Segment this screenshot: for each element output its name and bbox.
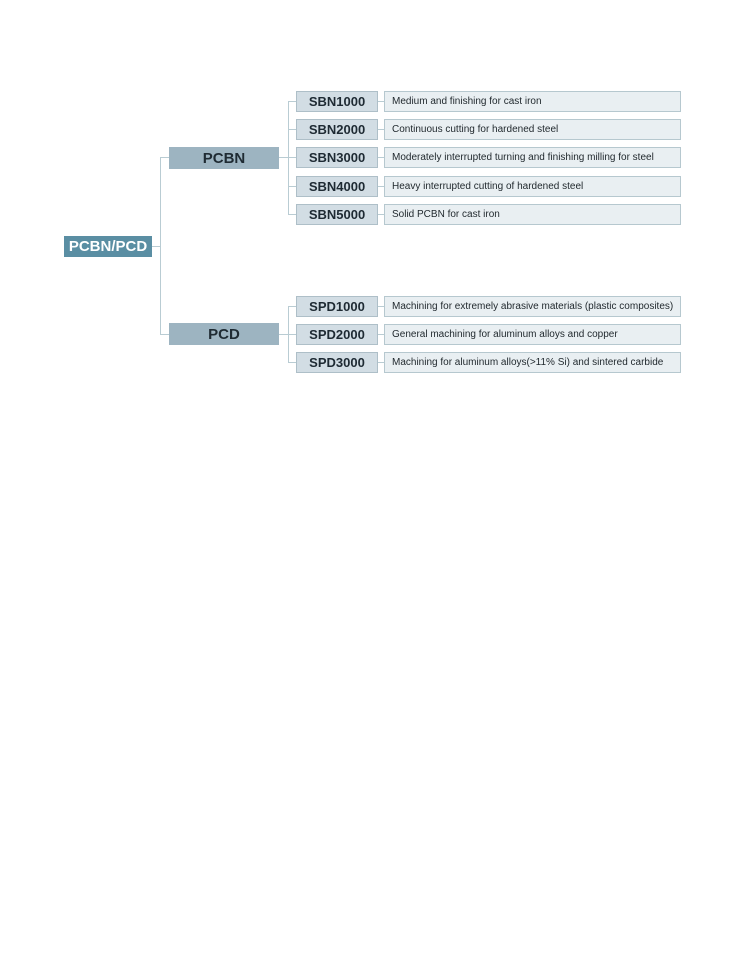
- grade-code: SBN3000: [296, 147, 378, 168]
- grade-code: SBN1000: [296, 91, 378, 112]
- grade-code: SPD3000: [296, 352, 378, 373]
- connector-root-to-pcd: [160, 334, 169, 335]
- connector-pcd-branch: [288, 306, 296, 307]
- grade-code: SBN5000: [296, 204, 378, 225]
- group-node-pcd: PCD: [169, 323, 279, 345]
- grade-code: SPD1000: [296, 296, 378, 317]
- grade-description: Medium and finishing for cast iron: [384, 91, 681, 112]
- connector-root-to-pcbn: [160, 157, 169, 158]
- connector-pcbn-branch: [288, 101, 296, 102]
- grade-description: Heavy interrupted cutting of hardened steel: [384, 176, 681, 197]
- grade-description: Machining for extremely abrasive materials (plastic composites): [384, 296, 681, 317]
- connector-pcbn-trunk: [288, 101, 289, 215]
- grade-description: General machining for aluminum alloys and copper: [384, 324, 681, 345]
- grade-description: Machining for aluminum alloys(>11% Si) and sintered carbide: [384, 352, 681, 373]
- root-node: PCBN/PCD: [64, 236, 152, 257]
- grade-description: Moderately interrupted turning and finishing milling for steel: [384, 147, 681, 168]
- group-node-pcbn: PCBN: [169, 147, 279, 169]
- connector-pcbn-stub: [279, 157, 288, 158]
- grade-description: Continuous cutting for hardened steel: [384, 119, 681, 140]
- connector-pcd-branch: [288, 334, 296, 335]
- connector-pcbn-branch: [288, 129, 296, 130]
- connector-pcbn-branch: [288, 157, 296, 158]
- connector-root-trunk: [160, 157, 161, 335]
- connector-pcd-branch: [288, 362, 296, 363]
- connector-pcbn-branch: [288, 214, 296, 215]
- connector-pcbn-branch: [288, 186, 296, 187]
- grade-code: SBN4000: [296, 176, 378, 197]
- grade-description: Solid PCBN for cast iron: [384, 204, 681, 225]
- grade-code: SBN2000: [296, 119, 378, 140]
- grade-code: SPD2000: [296, 324, 378, 345]
- connector-pcd-stub: [279, 334, 288, 335]
